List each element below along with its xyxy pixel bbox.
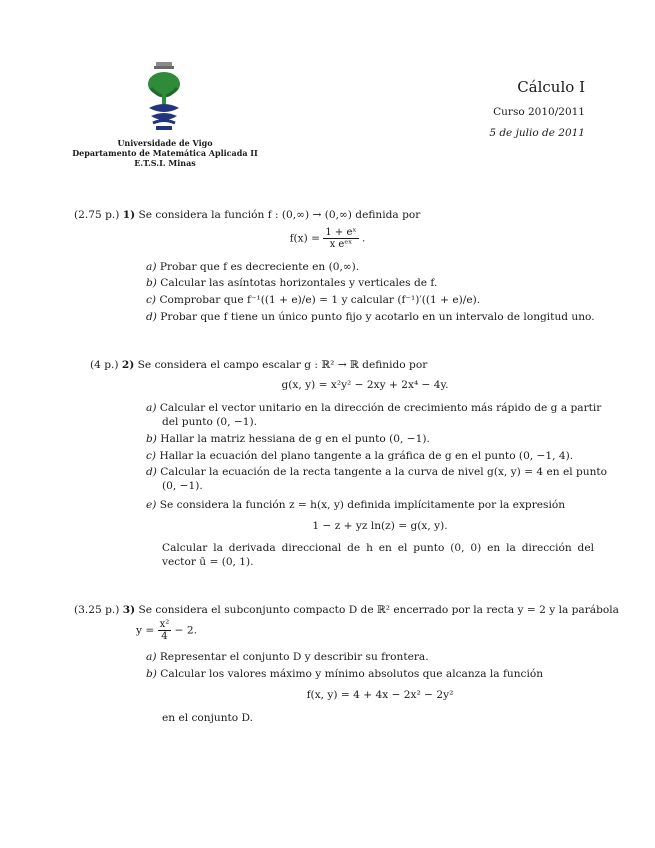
problem-3-number: 3) — [122, 604, 136, 616]
problem-2-item-d: d) Calcular la ecuación de la recta tangente a la curva de nivel g(x, y) = 4 en el punto (0, −1). — [146, 466, 608, 492]
problem-2-item-e: e) Se considera la función z = h(x, y) definida implícitamente por la expresión — [146, 499, 566, 511]
problem-2-formula: g(x, y) = x²y² − 2xy + 2x⁴ − 4y. — [281, 379, 449, 391]
problem-3-statement: Se considera el subconjunto compacto D de ℝ² encerrado por la recta y = 2 y la parábola — [138, 604, 619, 616]
problem-3-item-b: b) Calcular los valores máximo y mínimo absolutos que alcanza la función — [146, 668, 544, 680]
department-name: Departamento de Matemática Aplicada II — [72, 148, 258, 158]
problem-3-header — [74, 603, 619, 617]
problem-1-item-c: c) Comprobar que f⁻¹((1 + e)/e) = 1 y calcular (f⁻¹)′((1 + e)/e). — [146, 294, 481, 306]
exam-date: 5 de julio de 2011 — [489, 127, 585, 139]
problem-2-number: 2) — [121, 359, 135, 371]
problem-2-item-e-continuation: Calcular la derivada direccional de h en el punto (0, 0) en la dirección del vector ū = (0, 1). — [162, 542, 594, 568]
problem-1-statement: Se considera la función f : (0,∞) → (0,∞) definida por — [138, 209, 421, 221]
problem-1-formula: f(x) = $\frac{\text{1 + eˣ}}{\text{x eᵉˣ}}$ . — [289, 227, 366, 250]
problem-3-points: (3.25 p.) — [74, 604, 120, 616]
problem-2-statement: Se considera el campo escalar g : ℝ² → ℝ definido por — [137, 359, 428, 371]
problem-3-item-b-continuation: en el conjunto D. — [162, 712, 254, 724]
problem-1-points: (2.75 p.) — [74, 209, 120, 221]
course-year: Curso 2010/2011 — [493, 106, 585, 118]
problem-2-points: (4 p.) — [90, 359, 119, 371]
problem-1-item-b: b) Calcular las asíntotas horizontales y verticales de f. — [146, 277, 438, 289]
university-name: Universidade de Vigo — [117, 138, 213, 148]
problem-1-number: 1) — [122, 209, 136, 221]
problem-3-item-a: a) Representar el conjunto D y describir su frontera. — [146, 651, 429, 663]
problem-2-item-b: b) Hallar la matriz hessiana de g en el punto (0, −1). — [146, 433, 430, 445]
problem-2-item-c: c) Hallar la ecuación del plano tangente a la gráfica de g en el punto (0, −1, 4). — [146, 450, 574, 462]
school-name: E.T.S.I. Minas — [134, 158, 196, 168]
problem-2-header — [90, 358, 427, 372]
problem-1-item-a: a) Probar que f es decreciente en (0,∞). — [146, 261, 360, 273]
university-logo-seal — [143, 60, 185, 134]
course-title: Cálculo I — [517, 78, 585, 96]
problem-1-header — [74, 208, 420, 222]
problem-2-item-a: a) Calcular el vector unitario en la dirección de crecimiento más rápido de g a partir del punto (0, −1). — [146, 402, 602, 428]
problem-1-item-d: d) Probar que f tiene un único punto fijo y acotarlo en un intervalo de longitud uno. — [146, 311, 595, 323]
problem-3-parabola: y = $\frac{\text{x²}}{4}$ − 2. — [136, 619, 197, 642]
problem-2-item-e-formula: 1 − z + yz ln(z) = g(x, y). — [312, 520, 448, 532]
problem-3-item-b-formula: f(x, y) = 4 + 4x − 2x² − 2y² — [306, 689, 454, 701]
